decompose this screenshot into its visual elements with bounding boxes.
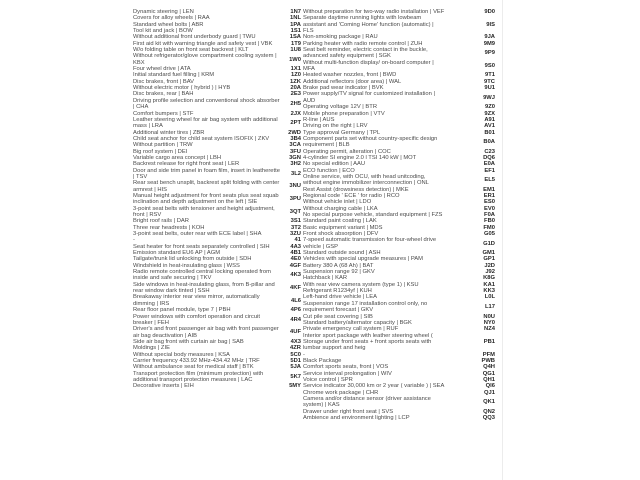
option-code: 3T2 [291, 224, 301, 231]
option-description: Online service, with OCU, with head unitcoding, without engine immobilizer interconnection | ONL [303, 173, 429, 187]
option-code: 5D1 [290, 357, 301, 364]
option-description: Comfort bumpers | STF [133, 110, 194, 117]
option-code: FM0 [483, 224, 495, 231]
option-description: Disc brakes, front | BAV [133, 78, 194, 85]
option-description: Rear floor panel module, type 7 | PBH [133, 307, 231, 314]
option-description: Driving on the right | LRV [303, 123, 368, 130]
option-row [303, 333, 495, 352]
option-description: Voice control | SPR [303, 376, 353, 383]
option-code: 9S0 [484, 62, 495, 69]
option-description: Windshield in heat-insulating glass | WSS [133, 262, 240, 269]
option-code: E0A [483, 161, 495, 168]
option-description: Left-hand drive vehicle | LEA [303, 294, 378, 301]
option-description: Vehicles with special upgrade measures | PAM [303, 256, 423, 263]
option-description: Component parts set without country-specific design requirement | BLB [303, 135, 438, 149]
option-description: Seat belt reminder, electric contact in the buckle, advanced safety equipment | SGK [303, 47, 428, 60]
option-code: EF1 [484, 167, 495, 174]
option-code: 3H2 [290, 161, 301, 168]
options-column-left [133, 9, 301, 390]
option-code: G1D [483, 240, 495, 247]
option-description: Standard paint coating | LAK [303, 218, 377, 225]
option-description: Emission standard EU6 AP | AGM [133, 250, 221, 257]
option-description: Seat heater for front seats separately controlled | SIH [133, 243, 270, 250]
option-description: 3-point seat belts with tensioner and height adjustment, front | RSV [133, 205, 275, 218]
option-code: 5MY [289, 383, 301, 390]
option-description: Side air bag front with curtain air bag | SAB [133, 338, 244, 345]
option-row [303, 91, 495, 104]
option-code: 5K7 [290, 373, 301, 380]
option-code: 2H5 [290, 100, 301, 107]
option-code: K8G [483, 275, 495, 282]
option-description: Interior sport package with leather steering wheel ( Storage under front seats + front sports seats with lumbar support and heig [303, 332, 433, 352]
option-description: Initial standard fuel filling | KRM [133, 72, 215, 79]
option-code: 2WD [288, 129, 301, 136]
option-description: Power supply/TV signal for customized installation | AUD [303, 91, 435, 104]
option-description: Regional code ' ECE ' for radio | RCO [303, 192, 400, 199]
option-description: Comfort sports seats, front | VOS [303, 364, 389, 371]
option-description: Rear seat bench unsplit, backrest split folding with center armrest | HIS [133, 180, 280, 193]
option-code: 3GN [289, 154, 301, 161]
option-description: Without partition | TRW [133, 142, 193, 149]
option-code: 4E0 [290, 256, 301, 263]
option-description: Transport protection film (minimum protection) with additional transport protection measures | LAC [133, 370, 264, 383]
option-description: Additional reflectors (door area) | WAL [303, 78, 402, 85]
option-description: Door and side trim panel in foam film, insert in leatherette | TSV [133, 167, 280, 180]
option-row [133, 193, 301, 206]
option-description: Power windows with comfort operation and circuit breaker | FEH [133, 313, 260, 326]
option-description: Chrome work package | CHR [303, 389, 379, 396]
option-code: 9Z0 [485, 104, 495, 111]
option-description: Without charging cable | LKA [303, 205, 378, 212]
option-description: With rear view camera system (type 1) | KSU [303, 281, 419, 288]
option-row [133, 168, 301, 181]
option-description: Standard battery/alternator capacity | BGK [303, 319, 412, 326]
option-row [133, 206, 301, 219]
option-code: F0A [484, 212, 495, 218]
option-row [133, 98, 301, 111]
option-code: 5C0 [290, 351, 301, 358]
option-code: 4X3 [290, 338, 301, 345]
option-code: 4L6 [291, 297, 301, 304]
option-code: 9D0 [484, 9, 495, 15]
option-code: C23 [484, 148, 495, 155]
option-code: AV1 [484, 123, 495, 130]
option-code: 9U1 [484, 85, 495, 92]
option-description: Mobile phone preparation | VTV [303, 110, 385, 117]
option-code: GM1 [482, 250, 495, 257]
option-row [133, 180, 301, 193]
option-description: Carrier frequency 433.92 MHz-434.42 MHz | TRF [133, 357, 260, 364]
option-description: Front shock absorption | DFV [303, 231, 379, 238]
option-code: B01 [484, 129, 495, 136]
option-code: PWB [481, 357, 495, 364]
option-code: G05 [484, 231, 495, 238]
option-row [303, 174, 495, 187]
option-description: Refrigerant R1234yf | KUH [303, 288, 372, 295]
option-code: QH1 [483, 376, 495, 383]
option-code: 4K3 [290, 272, 301, 279]
option-row [133, 282, 301, 295]
option-code: KK3 [483, 288, 495, 295]
option-code: 1S1 [290, 28, 301, 35]
option-description: Driver's and front passenger air bag with front passenger air bag deactivation | AIB [133, 326, 279, 339]
option-description: W/o folding table on front seat backrest | KLT [133, 47, 249, 54]
option-code: 9WJ [483, 94, 495, 101]
option-code: FB0 [484, 218, 495, 225]
option-code: 3S1 [290, 218, 301, 225]
options-column-right [303, 9, 495, 421]
option-code: 3L2 [291, 170, 301, 177]
option-description: Ambience and environment lighting | LCP [303, 415, 410, 421]
option-code: EM1 [483, 186, 495, 193]
option-description: Operating voltage 12V | BTR [303, 104, 378, 111]
option-code: N0U [483, 313, 495, 320]
option-description: Without ambulance seat for medical staff | BTK [133, 364, 254, 371]
option-code: 3PU [289, 196, 301, 203]
option-description: Private emergency call system | RUF [303, 326, 399, 333]
option-description: Standard outside sound | ASH [303, 250, 381, 257]
option-code: PFM [482, 351, 495, 358]
option-code: QI6 [485, 383, 495, 390]
option-code: 9P9 [484, 50, 495, 57]
option-description: Child seat anchor for child seat system ISOFIX | ZKV [133, 135, 270, 142]
option-code: L17 [485, 303, 495, 310]
option-code: 9T1 [485, 72, 495, 79]
option-code: 9M9 [483, 40, 495, 47]
option-description: No special edition | AAU [303, 161, 366, 168]
option-description: Suspension range 92 | GKV [303, 269, 375, 276]
option-row [133, 117, 301, 130]
option-code: L0L [484, 294, 495, 301]
option-description: Without refrigerator/glove compartment cooling system | KBX [133, 53, 277, 66]
option-description: Standard wheel bolts | ABR [133, 21, 204, 28]
option-code: 3QT [289, 208, 301, 215]
option-row [303, 396, 495, 409]
option-description: Basic equipment variant | MDS [303, 224, 383, 231]
option-description: First aid kit with warning triangle and safety vest | VBK [133, 40, 273, 47]
option-code: ER1 [483, 192, 495, 199]
option-code: 1PA [290, 21, 301, 28]
option-code: PB1 [483, 338, 495, 345]
option-description: Leather steering wheel for air bag system with additional mass | LRA [133, 116, 278, 130]
option-description: Without additional front underbody guard | TWU [133, 34, 256, 41]
page-right-divider [502, 0, 503, 480]
option-description: Without multi-function display/ on-board computer | MFA [303, 59, 434, 73]
option-row [303, 60, 495, 73]
option-code: DQ6 [483, 154, 495, 161]
option-description: Battery 380 A (68 Ah) | BAT [303, 262, 374, 269]
option-code: 2PT [290, 120, 301, 127]
option-description: 4-cylinder SI engine 2.0 l TSI 140 kW | MOT [303, 154, 417, 161]
option-description: Camera and/or distance sensor (driver assistance system) | KAS [303, 395, 431, 409]
option-code: 1T9 [291, 40, 301, 47]
option-description: Without electric motor ( hybrid ) | HYB [133, 85, 231, 92]
option-code: 3CA [289, 142, 301, 149]
option-row [303, 237, 495, 250]
option-code: B0A [483, 139, 495, 146]
option-code: GP1 [483, 256, 495, 263]
option-code: QJ1 [484, 389, 495, 396]
option-row [133, 326, 301, 339]
option-description: Service interval prolongation | WIV [303, 370, 392, 377]
option-description: Parking heater with radio remote control | ZUH [303, 40, 423, 47]
option-description: Driving profile selection and conventional shock absorber | CHA [133, 97, 280, 111]
option-code: 1Z0 [291, 72, 301, 79]
option-code: 4R4 [290, 316, 301, 323]
option-code: 4GF [289, 262, 301, 269]
option-code: 1NL [290, 15, 301, 22]
option-description: Three rear headrests | KOH [133, 224, 205, 231]
option-code: 3FU [290, 148, 301, 155]
option-description: Without preparation for two-way radio installation | VEF [303, 9, 445, 15]
option-row [133, 269, 301, 282]
option-description: Bright roof rails | DAR [133, 218, 189, 225]
option-description: Service indicator 30,000 km or 2 year ( variable ) | SEA [303, 383, 445, 390]
option-description: Cut pile seat covering | SIB [303, 313, 373, 320]
option-code: 1W0 [289, 56, 301, 63]
option-code: 3ZU [290, 231, 301, 238]
option-description: Radio remote controlled central locking operated from inside and safe securing | TKV [133, 269, 271, 282]
option-code: 1U8 [290, 47, 301, 54]
option-code: Q4H [483, 364, 495, 371]
option-row [303, 136, 495, 149]
option-description: Backrest release for right front seat | LER [133, 161, 240, 168]
option-code: 4KF [290, 284, 301, 291]
option-code: QG1 [482, 370, 495, 377]
option-description: Heated washer nozzles, front | BWD [303, 72, 397, 79]
option-description: Operating permit, alteration | COC [303, 148, 391, 155]
option-code: NY0 [483, 319, 495, 326]
option-description: Moldings | ZIE [133, 345, 170, 352]
option-code: 20A [290, 85, 301, 92]
option-code: 1ZK [290, 78, 301, 85]
option-description: Big roof system | DEI [133, 148, 188, 155]
option-code: 4P6 [290, 307, 301, 314]
option-row [303, 301, 495, 314]
option-code: QQ3 [482, 415, 495, 421]
option-code: 9ZX [484, 110, 495, 117]
option-code: 1X1 [290, 66, 301, 73]
option-description: Covers for alloy wheels | RAA [133, 15, 210, 22]
option-description: Rest Assist (drowsiness detection) | MKE [303, 186, 409, 193]
option-description: - [303, 351, 305, 358]
option-description: Suspension range 17 installation control only, no requirement forecast | GKV [303, 300, 428, 314]
option-description: Non-smoking package | RAU [303, 34, 378, 41]
option-code: 2JX [290, 110, 301, 117]
option-description: Four wheel drive | ATA [133, 66, 191, 73]
option-description: R-line | AUS [303, 116, 335, 123]
option-description: Hatchback | KAR [303, 275, 348, 282]
option-description: Without vehicle inlet | LDO [303, 199, 372, 206]
option-description: 7-speed automatic transmission for four-wheel drive vehicle | GSP [303, 237, 437, 250]
option-code: NZ4 [484, 326, 495, 333]
option-description: Type approval Germany | TPL [303, 129, 381, 136]
option-code: A91 [484, 116, 495, 123]
option-description: - [133, 237, 135, 244]
option-description: Breakaway interior rear view mirror, automatically dimming | IRS [133, 294, 260, 307]
option-code: 4UF [290, 329, 301, 336]
option-description: Decorative inserts | EIH [133, 383, 194, 390]
option-code: 2E3 [290, 91, 301, 98]
option-code: KA1 [483, 281, 495, 288]
option-description: ECO function | ECO [303, 167, 355, 174]
option-code: QK1 [483, 399, 495, 406]
option-code: 9IS [486, 21, 495, 28]
option-row [303, 15, 495, 34]
option-code: 4B1 [290, 250, 301, 257]
option-description: Separate daytime running lights with lowbeam assistant and 'Coming Home' function (automatic) | FLS [303, 15, 434, 35]
option-code: ES0 [484, 199, 495, 206]
option-row [303, 47, 495, 60]
option-code: EV0 [484, 205, 495, 212]
option-code: 3NU [289, 183, 301, 190]
option-code: 9JA [484, 34, 495, 41]
option-code: 4ZR [290, 345, 301, 352]
option-description: 3-point seat belts, outer rear with ECE label | SHA [133, 231, 262, 238]
option-row [133, 371, 301, 384]
option-description: Tailgate/trunk lid unlocking from outside | SDH [133, 256, 252, 263]
option-code: 1SA [289, 34, 301, 41]
option-row [133, 314, 301, 327]
option-code: 41 [294, 237, 301, 244]
option-description: Dynamic steering | LEN [133, 9, 194, 15]
option-code: QN2 [483, 408, 495, 415]
option-code: J92 [485, 269, 495, 276]
option-code: 4A3 [290, 243, 301, 250]
option-row [133, 294, 301, 307]
option-description: Disc brakes, rear | BAH [133, 91, 194, 98]
option-description: No special purpose vehicle, standard equipment | FZS [303, 212, 443, 218]
option-code: 5JA [290, 364, 301, 371]
option-code: J2D [484, 262, 495, 269]
option-row [303, 415, 495, 421]
option-description: Variable cargo area concept | LBH [133, 154, 222, 161]
option-description: Without special body measures | KSA [133, 351, 230, 358]
option-description: Black Package [303, 357, 342, 364]
option-description: Drawer under right front seat | SVS [303, 408, 394, 415]
option-code: 1N7 [290, 9, 301, 15]
option-description: Side windows in heat-insulating glass, from B-pillar and rear window dark tinted | SSH [133, 281, 275, 295]
option-description: Brake pad wear indicator | BVK [303, 85, 384, 92]
option-description: Manual height adjustment for front seats plus seat squab inclination and depth adjustment on the left | SIE [133, 192, 279, 206]
option-code: 9TC [484, 78, 495, 85]
option-row [133, 53, 301, 66]
option-code: 3B4 [290, 135, 301, 142]
option-description: Tool kit and jack | BOW [133, 28, 193, 35]
option-code: EL5 [484, 177, 495, 184]
option-row [133, 383, 301, 389]
option-description: Additional winter tires | ZBR [133, 129, 205, 136]
